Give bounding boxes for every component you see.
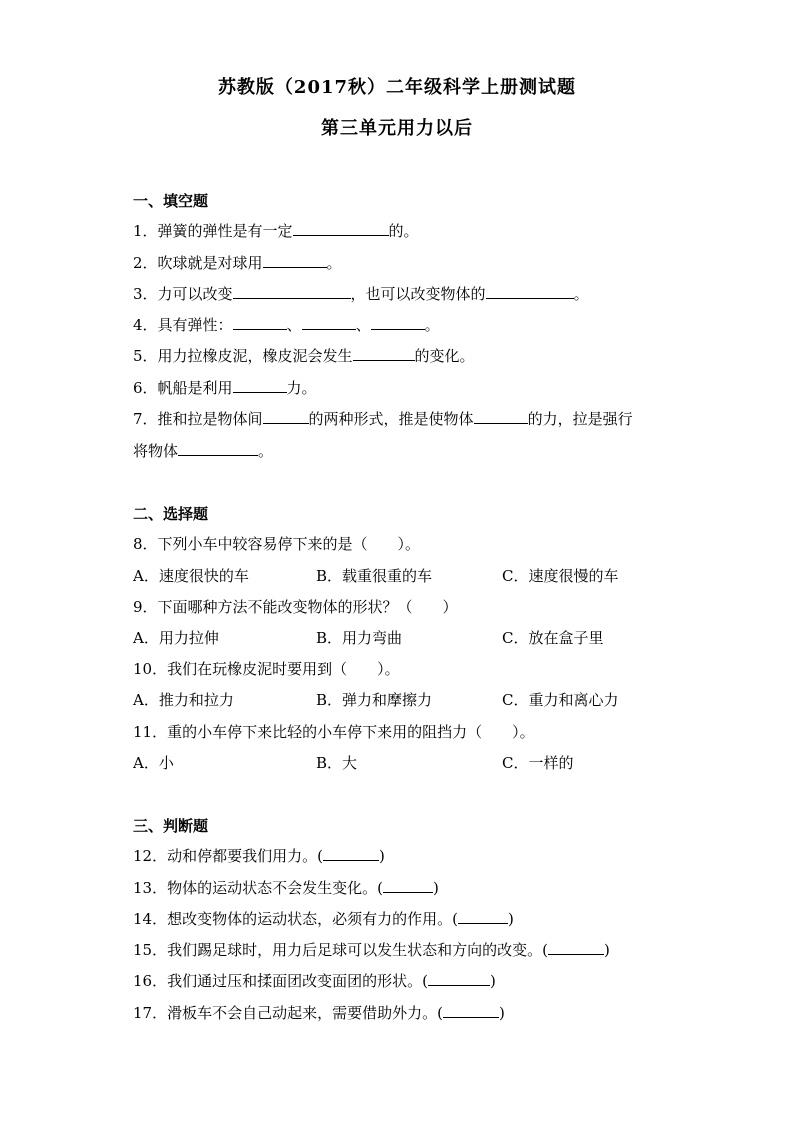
question-text: 15．我们踢足球时，用力后足球可以发生状态和方向的改变。( xyxy=(133,941,548,959)
question-text: ，也可以改变物体的 xyxy=(350,285,486,303)
page-title: 苏教版（2017秋）二年级科学上册测试题 xyxy=(217,77,577,98)
answer-blank[interactable] xyxy=(233,315,287,330)
option-a[interactable]: A．小 xyxy=(133,754,174,772)
question-text: 16．我们通过压和揉面团改变面团的形状。( xyxy=(133,972,428,990)
option-a[interactable]: A．推力和拉力 xyxy=(133,691,234,709)
question-9: 9．下面哪种方法不能改变物体的形状？（ ） xyxy=(133,598,458,616)
question-text: ) xyxy=(507,910,514,928)
answer-blank[interactable] xyxy=(302,315,356,330)
answer-blank[interactable] xyxy=(383,878,433,893)
question-text: 力。 xyxy=(286,379,317,397)
option-c[interactable]: C．速度很慢的车 xyxy=(502,567,619,585)
question-4 xyxy=(133,315,440,335)
question-text: 14．想改变物体的运动状态，必须有力的作用。( xyxy=(133,910,458,928)
question-text: 7．推和拉是物体间 xyxy=(133,410,263,428)
question-16 xyxy=(133,971,496,991)
question-6 xyxy=(133,378,317,398)
answer-blank[interactable] xyxy=(428,971,490,986)
option-c[interactable]: C．放在盒子里 xyxy=(502,629,604,647)
answer-blank[interactable] xyxy=(474,409,528,424)
option-a[interactable]: A．用力拉伸 xyxy=(133,629,219,647)
question-text: 的力，拉是强行 xyxy=(527,410,633,428)
question-text: ) xyxy=(432,879,439,897)
question-7 xyxy=(133,409,633,429)
question-text: ) xyxy=(498,1004,505,1022)
answer-blank[interactable] xyxy=(233,284,351,299)
section-heading-fill: 一、填空题 xyxy=(133,192,209,210)
option-c[interactable]: C．重力和离心力 xyxy=(502,691,619,709)
question-text: 17．滑板车不会自己动起来，需要借助外力。( xyxy=(133,1004,443,1022)
option-c[interactable]: C．一样的 xyxy=(502,754,574,772)
question-13 xyxy=(133,878,439,898)
question-8: 8．下列小车中较容易停下来的是（ ）。 xyxy=(133,535,421,553)
option-b[interactable]: B．大 xyxy=(316,754,358,772)
answer-blank[interactable] xyxy=(548,940,604,955)
question-7-continued xyxy=(133,441,273,461)
question-text: 。 xyxy=(424,316,440,334)
question-text: 的两种形式，推是使物体 xyxy=(308,410,474,428)
section-heading-choice: 二、选择题 xyxy=(133,505,209,523)
answer-blank[interactable] xyxy=(293,221,389,236)
question-text: 、 xyxy=(355,316,371,334)
question-1 xyxy=(133,221,419,241)
question-text: 的。 xyxy=(388,222,419,240)
option-a[interactable]: A．速度很快的车 xyxy=(133,567,249,585)
question-5 xyxy=(133,346,475,366)
question-text: 。 xyxy=(573,285,589,303)
question-text: ) xyxy=(603,941,610,959)
question-11: 11．重的小车停下来比轻的小车停下来用的阻挡力（ ）。 xyxy=(133,723,535,741)
question-text: 2．吹球就是对球用 xyxy=(133,254,263,272)
answer-blank[interactable] xyxy=(371,315,425,330)
question-text: ) xyxy=(489,972,496,990)
question-text: 6．帆船是利用 xyxy=(133,379,233,397)
question-text: 1．弹簧的弹性是有一定 xyxy=(133,222,293,240)
question-text: 4．具有弹性： xyxy=(133,316,233,334)
question-17 xyxy=(133,1003,505,1023)
section-heading-judge: 三、判断题 xyxy=(133,817,209,835)
question-text: 3．力可以改变 xyxy=(133,285,233,303)
question-15 xyxy=(133,940,610,960)
question-text: 。 xyxy=(326,254,342,272)
answer-blank[interactable] xyxy=(233,378,287,393)
question-12 xyxy=(133,846,385,866)
question-text: 13．物体的运动状态不会发生变化。( xyxy=(133,879,383,897)
option-b[interactable]: B．用力弯曲 xyxy=(316,629,403,647)
answer-blank[interactable] xyxy=(263,409,309,424)
question-text: ) xyxy=(378,847,385,865)
answer-blank[interactable] xyxy=(486,284,574,299)
page-subtitle: 第三单元用力以后 xyxy=(321,118,473,139)
question-text: 12．动和停都要我们用力。( xyxy=(133,847,323,865)
answer-blank[interactable] xyxy=(263,253,327,268)
answer-blank[interactable] xyxy=(178,441,258,456)
question-text: 的变化。 xyxy=(414,347,475,365)
answer-blank[interactable] xyxy=(458,909,508,924)
question-10: 10．我们在玩橡皮泥时要用到（ ）。 xyxy=(133,660,400,678)
option-b[interactable]: B．载重很重的车 xyxy=(316,567,433,585)
question-2 xyxy=(133,253,342,273)
answer-blank[interactable] xyxy=(353,346,415,361)
answer-blank[interactable] xyxy=(323,846,379,861)
question-text: 。 xyxy=(258,442,274,460)
question-text: 将物体 xyxy=(133,442,179,460)
question-14 xyxy=(133,909,514,929)
question-text: 、 xyxy=(286,316,302,334)
answer-blank[interactable] xyxy=(443,1003,499,1018)
question-text: 5．用力拉橡皮泥，橡皮泥会发生 xyxy=(133,347,353,365)
question-3 xyxy=(133,284,589,304)
option-b[interactable]: B．弹力和摩擦力 xyxy=(316,691,433,709)
